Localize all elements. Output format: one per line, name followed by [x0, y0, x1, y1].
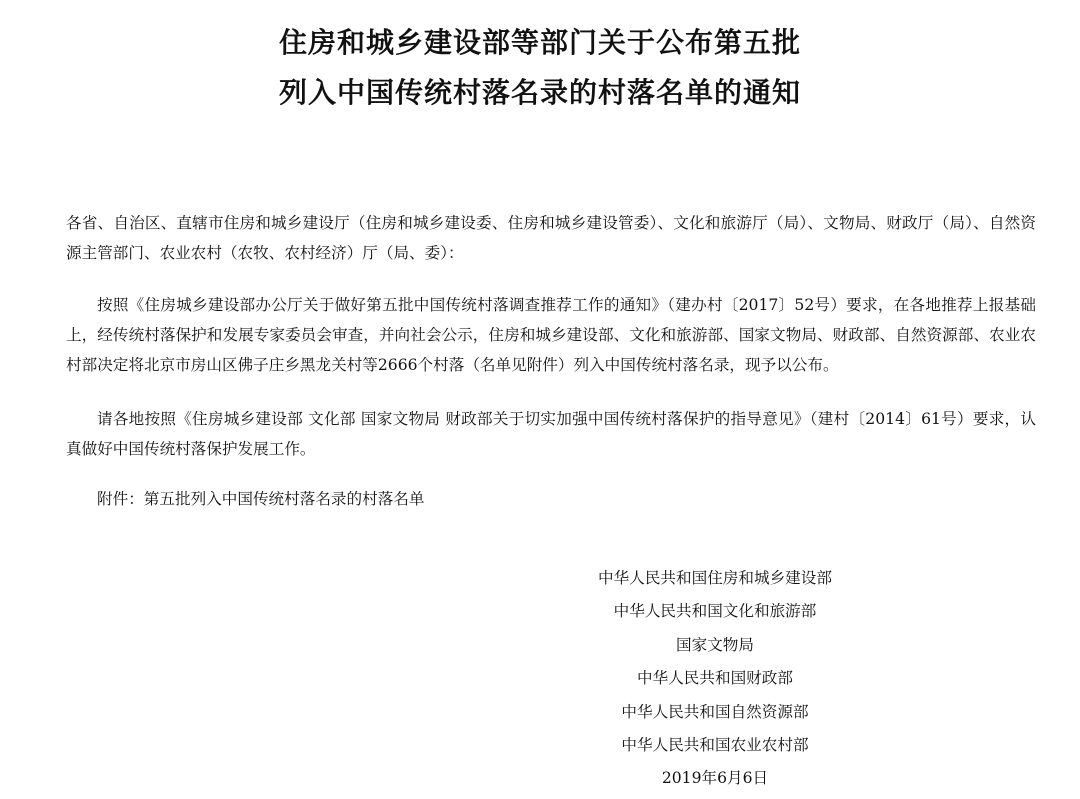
- notice-title-line-2: 列入中国传统村落名录的村落名单的通知: [278, 75, 801, 109]
- notice-date: 2019年6月6日: [661, 769, 769, 787]
- body-paragraph-2: 请各地按照《住房城乡建设部 文化部 国家文物局 财政部关于切实加强中国传统村落保护的指导意见》（建村〔2014〕61号）要求，认真做好中国传统村落保护发展工作。: [66, 410, 1036, 458]
- signatory-natural-resources-ministry: 中华人民共和国自然资源部: [621, 703, 809, 721]
- salutation: 各省、自治区、直辖市住房和城乡建设厅（住房和城乡建设委、住房和城乡建设管委）、文化和旅游厅（局）、文物局、财政厅（局）、自然资源主管部门、农业农村（农牧、农村经济）厅（局、委）：: [66, 214, 1036, 262]
- body-paragraph-1: 按照《住房城乡建设部办公厅关于做好第五批中国传统村落调查推荐工作的通知》（建办村〔2017〕52号）要求，在各地推荐上报基础上，经传统村落保护和发展专家委员会审查，并向社会公示，住房和城乡建设部、文化和旅游部、国家文物局、财政部、自然资源部、农业农村部决定将北京市房山区佛子庄乡黑龙关村等2666个村落（名单见附件）列入中国传统村落名录，现予以公布。: [66, 296, 1036, 374]
- attachment-line: 附件：第五批列入中国传统村落名录的村落名单: [97, 490, 425, 508]
- signatory-culture-tourism-ministry: 中华人民共和国文化和旅游部: [613, 602, 817, 620]
- notice-title-line-1: 住房和城乡建设部等部门关于公布第五批: [278, 25, 801, 59]
- signatory-finance-ministry: 中华人民共和国财政部: [637, 669, 793, 687]
- signatory-housing-ministry: 中华人民共和国住房和城乡建设部: [598, 569, 832, 587]
- signatory-cultural-heritage-admin: 国家文物局: [676, 636, 754, 654]
- signatory-agriculture-ministry: 中华人民共和国农业农村部: [621, 736, 809, 754]
